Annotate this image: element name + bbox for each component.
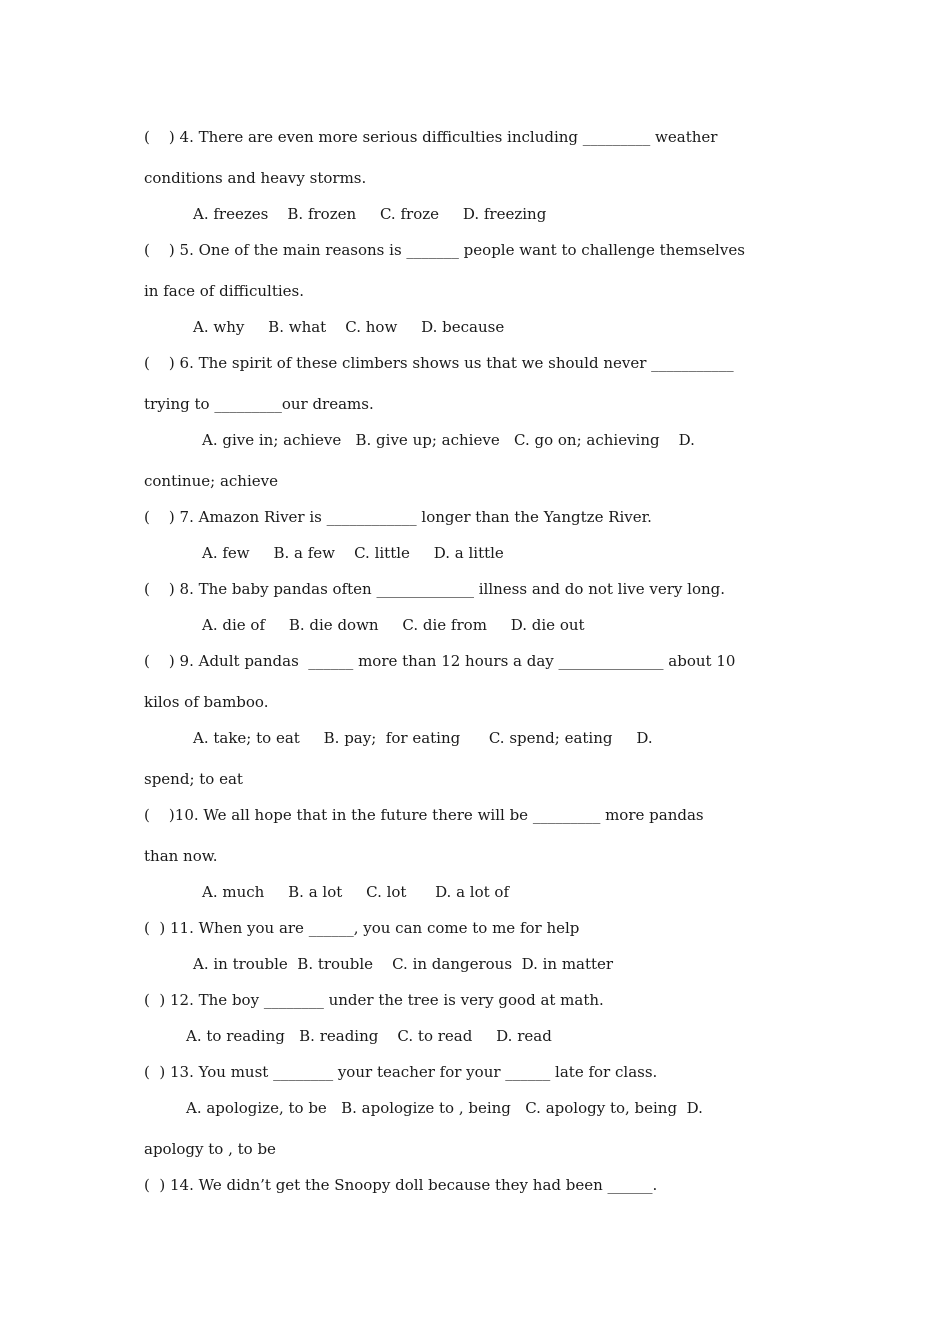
question-5-text-cont: in face of difficulties. [144,282,304,300]
question-6-text: ( ) 6. The spirit of these climbers shows us that we should never ___________ [144,354,734,372]
question-10-text: ( )10. We all hope that in the future there will be _________ more pandas [144,806,704,824]
question-12-options: A. to reading B. reading C. to read D. read [186,1027,552,1045]
question-4-text-cont: conditions and heavy storms. [144,169,367,187]
question-9-options-cont: spend; to eat [144,770,243,788]
question-12-text: ( ) 12. The boy ________ under the tree is very good at math. [144,991,604,1009]
question-7-text: ( ) 7. Amazon River is ____________ longer than the Yangtze River. [144,508,652,526]
question-13-options: A. apologize, to be B. apologize to , being C. apology to, being D. [186,1099,703,1117]
question-13-text: ( ) 13. You must ________ your teacher for your ______ late for class. [144,1063,658,1081]
question-4-text: ( ) 4. There are even more serious difficulties including _________ weather [144,128,718,146]
question-10-text-cont: than now. [144,847,218,865]
question-14-text: ( ) 14. We didn’t get the Snoopy doll because they had been ______. [144,1176,658,1194]
question-10-options: A. much B. a lot C. lot D. a lot of [202,883,510,901]
question-13-options-cont: apology to , to be [144,1140,276,1158]
question-9-options: A. take; to eat B. pay; for eating C. spend; eating D. [193,729,653,747]
question-11-text: ( ) 11. When you are ______, you can come to me for help [144,919,580,937]
question-6-options: A. give in; achieve B. give up; achieve C. go on; achieving D. [202,431,695,449]
question-9-text: ( ) 9. Adult pandas ______ more than 12 hours a day ______________ about 10 [144,652,736,670]
question-5-options: A. why B. what C. how D. because [193,318,505,336]
question-8-options: A. die of B. die down C. die from D. die out [202,616,585,634]
question-6-text-cont: trying to _________our dreams. [144,395,374,413]
question-5-text: ( ) 5. One of the main reasons is _______ people want to challenge themselves [144,241,745,259]
question-7-options: A. few B. a few C. little D. a little [202,544,504,562]
question-6-options-cont: continue; achieve [144,472,278,490]
question-4-options: A. freezes B. frozen C. froze D. freezing [193,205,547,223]
question-8-text: ( ) 8. The baby pandas often _____________ illness and do not live very long. [144,580,726,598]
question-11-options: A. in trouble B. trouble C. in dangerous D. in matter [193,955,614,973]
question-9-text-cont: kilos of bamboo. [144,693,269,711]
